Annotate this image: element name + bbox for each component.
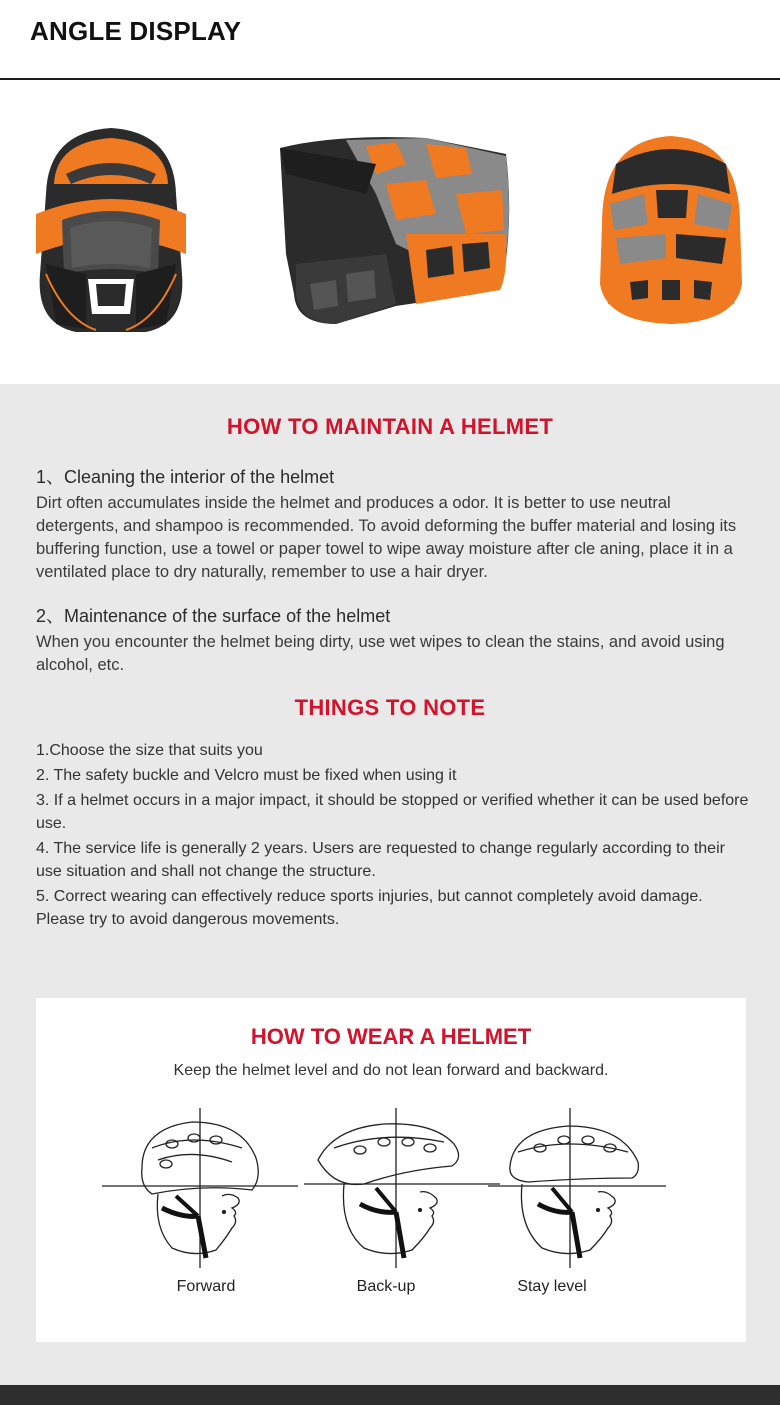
- maintain-item-text: Dirt often accumulates inside the helmet and produces a odor. It is better to use neutral detergents, and shampoo is recommended. To avoid deforming the buffer material and losing its buffering function, use a towel or paper towel to wipe away moisture after cle aning, place it in a ventilated place to dry naturally, remember to use a hair dryer.: [36, 494, 737, 581]
- notes-list: [36, 739, 752, 933]
- list-item: 4. The service life is generally 2 years. Users are requested to change regularly according to their use situation and shall not change the structure.: [36, 840, 725, 880]
- wear-diagram-backup: [304, 1108, 500, 1273]
- maintain-item-heading: 2、Maintenance of the surface of the helmet: [36, 606, 391, 626]
- maintain-item-text: When you encounter the helmet being dirty, use wet wipes to clean the stains, and avoid using alcohol, etc.: [36, 633, 725, 674]
- helmet-side-view-image: [276, 134, 516, 326]
- wear-card: [36, 998, 746, 1342]
- angle-display-title: ANGLE DISPLAY: [30, 16, 242, 46]
- wear-diagram-forward: [102, 1108, 298, 1273]
- maintain-item-heading: 1、Cleaning the interior of the helmet: [36, 467, 335, 487]
- list-item: 3. If a helmet occurs in a major impact, it should be stopped or verified whether it can be used before use.: [36, 792, 749, 832]
- helmet-photos: [0, 82, 780, 384]
- list-item: 1.Choose the size that suits you: [36, 742, 263, 759]
- wear-caption: Forward: [176, 1278, 236, 1295]
- angle-display-header: [0, 0, 780, 80]
- wear-diagram-stay-level: [488, 1108, 666, 1273]
- maintain-title: HOW TO MAINTAIN A HELMET: [226, 414, 554, 439]
- helmet-back-view-image: [596, 134, 746, 326]
- wear-subtitle: Keep the helmet level and do not lean forward and backward.: [173, 1062, 609, 1079]
- notes-title: THINGS TO NOTE: [294, 695, 486, 720]
- wear-title: HOW TO WEAR A HELMET: [250, 1024, 532, 1049]
- wear-caption: Stay level: [517, 1278, 587, 1295]
- list-item: 5. Correct wearing can effectively reduce sports injuries, but cannot completely avoid damage. Please try to avoid dangerous movements.: [36, 888, 703, 928]
- footer-bar: [0, 1385, 780, 1405]
- helmet-front-view-image: [26, 124, 196, 336]
- list-item: 2. The safety buckle and Velcro must be fixed when using it: [36, 767, 457, 784]
- wear-caption: Back-up: [356, 1278, 416, 1295]
